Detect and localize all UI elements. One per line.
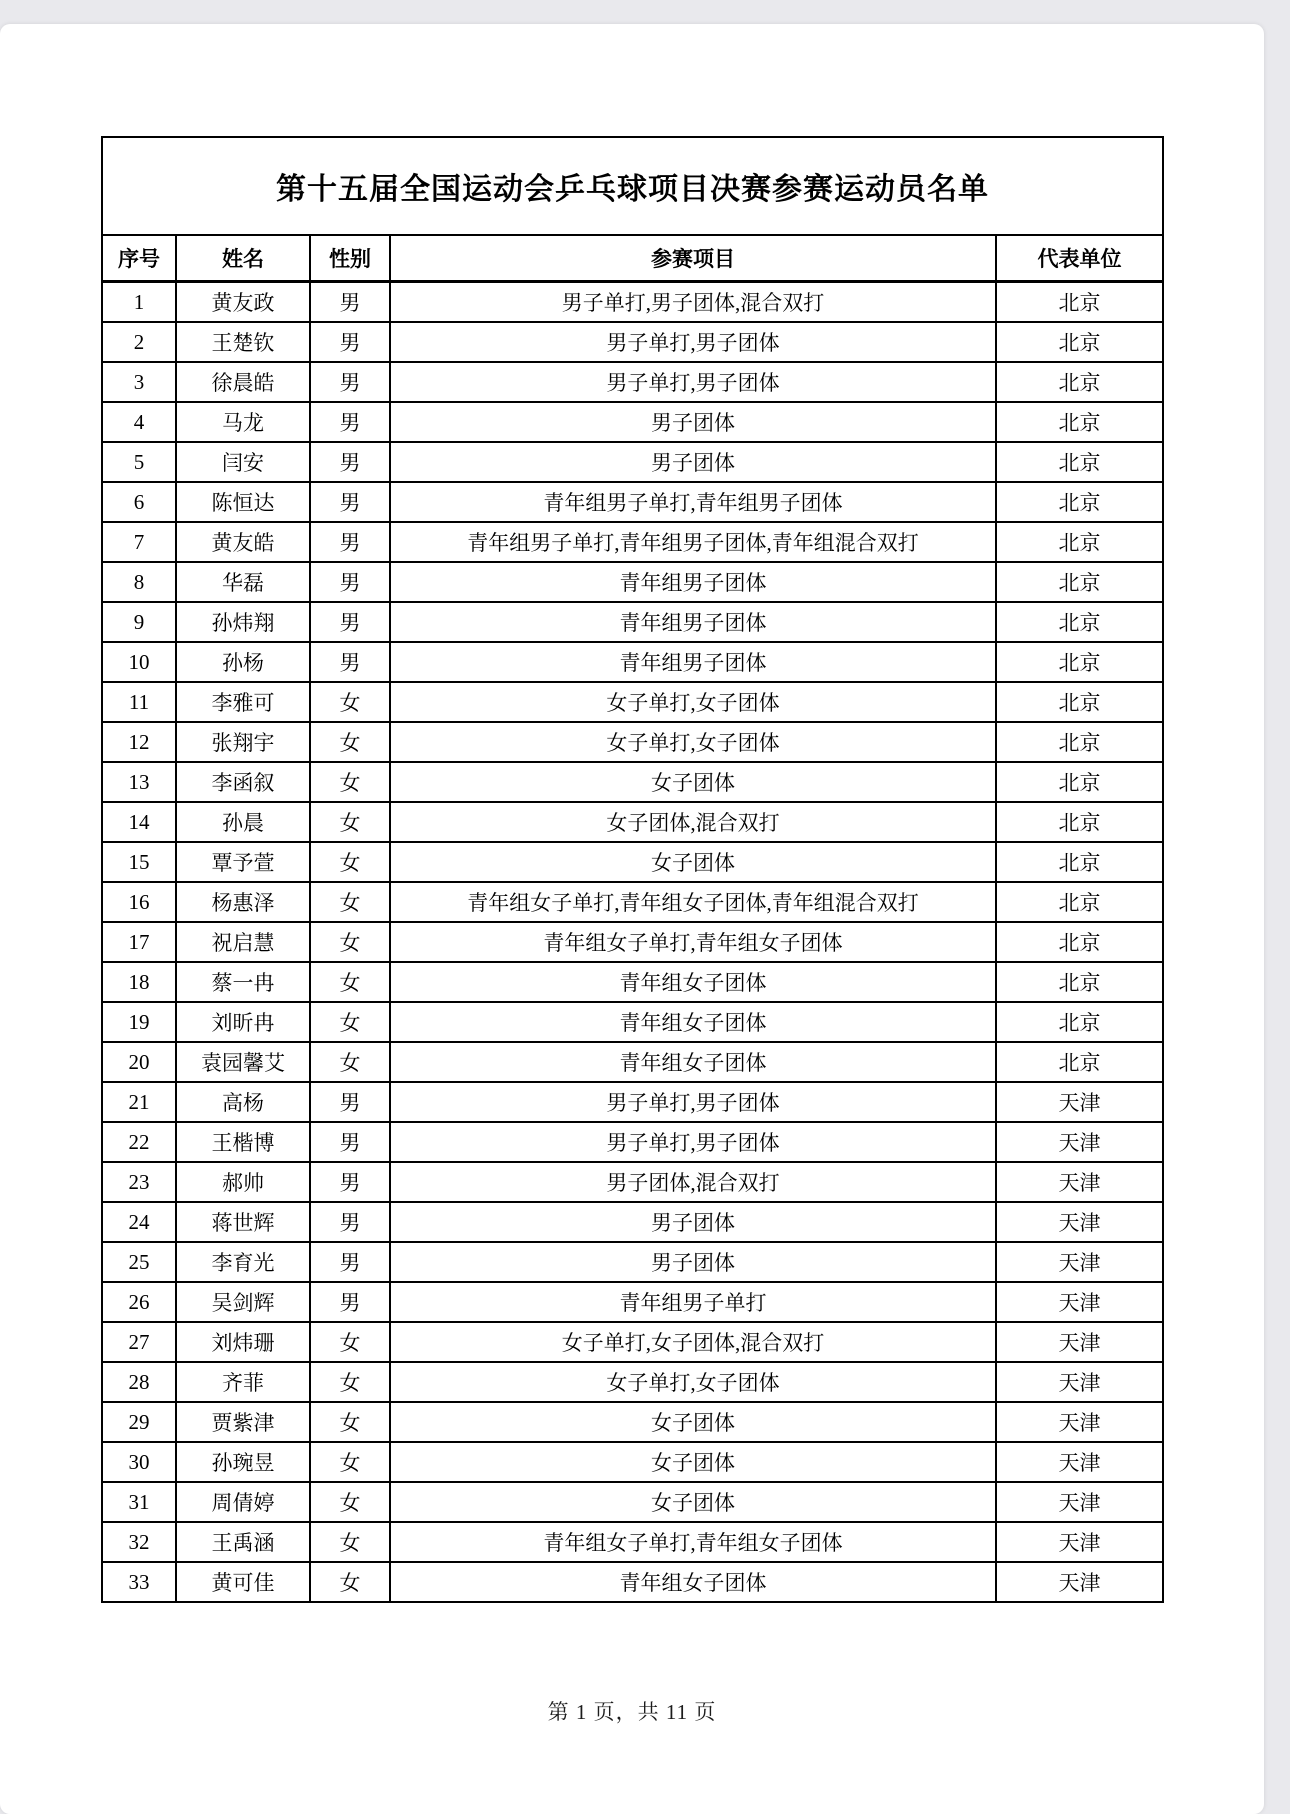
cell-gender: 男 xyxy=(310,482,390,522)
cell-name: 黄可佳 xyxy=(176,1562,310,1602)
cell-gender: 女 xyxy=(310,922,390,962)
cell-name: 闫安 xyxy=(176,442,310,482)
cell-gender: 男 xyxy=(310,442,390,482)
table-row xyxy=(102,1042,1163,1082)
table-row xyxy=(102,842,1163,882)
cell-unit: 北京 xyxy=(996,522,1163,562)
cell-unit: 北京 xyxy=(996,362,1163,402)
cell-name: 郝帅 xyxy=(176,1162,310,1202)
cell-events: 青年组男子单打,青年组男子团体,青年组混合双打 xyxy=(390,522,996,562)
cell-index: 11 xyxy=(102,682,176,722)
cell-unit: 天津 xyxy=(996,1522,1163,1562)
cell-index: 33 xyxy=(102,1562,176,1602)
cell-unit: 北京 xyxy=(996,842,1163,882)
cell-name: 蒋世辉 xyxy=(176,1202,310,1242)
cell-index: 24 xyxy=(102,1202,176,1242)
cell-name: 张翔宇 xyxy=(176,722,310,762)
table-row xyxy=(102,802,1163,842)
cell-events: 男子团体 xyxy=(390,1242,996,1282)
cell-index: 21 xyxy=(102,1082,176,1122)
cell-events: 男子单打,男子团体 xyxy=(390,1122,996,1162)
cell-name: 袁园馨艾 xyxy=(176,1042,310,1082)
table-header-row xyxy=(102,235,1163,282)
cell-events: 女子单打,女子团体 xyxy=(390,722,996,762)
cell-events: 青年组男子团体 xyxy=(390,562,996,602)
column-header-gender: 性别 xyxy=(310,235,390,282)
cell-name: 李育光 xyxy=(176,1242,310,1282)
cell-events: 男子团体 xyxy=(390,442,996,482)
cell-name: 孙晨 xyxy=(176,802,310,842)
cell-name: 刘昕冉 xyxy=(176,1002,310,1042)
table-body xyxy=(102,282,1163,1603)
cell-index: 2 xyxy=(102,322,176,362)
cell-index: 5 xyxy=(102,442,176,482)
cell-name: 贾紫津 xyxy=(176,1402,310,1442)
cell-gender: 女 xyxy=(310,1522,390,1562)
table-row xyxy=(102,282,1163,323)
cell-index: 27 xyxy=(102,1322,176,1362)
cell-index: 32 xyxy=(102,1522,176,1562)
cell-index: 15 xyxy=(102,842,176,882)
cell-name: 陈恒达 xyxy=(176,482,310,522)
cell-gender: 女 xyxy=(310,1362,390,1402)
cell-events: 女子团体,混合双打 xyxy=(390,802,996,842)
cell-unit: 北京 xyxy=(996,922,1163,962)
table-row xyxy=(102,562,1163,602)
table-row xyxy=(102,1482,1163,1522)
cell-gender: 女 xyxy=(310,882,390,922)
cell-name: 齐菲 xyxy=(176,1362,310,1402)
table-row xyxy=(102,1082,1163,1122)
cell-unit: 北京 xyxy=(996,562,1163,602)
table-row xyxy=(102,962,1163,1002)
cell-index: 1 xyxy=(102,282,176,323)
cell-events: 女子团体 xyxy=(390,762,996,802)
cell-gender: 女 xyxy=(310,1002,390,1042)
table-row xyxy=(102,1002,1163,1042)
cell-index: 7 xyxy=(102,522,176,562)
cell-index: 8 xyxy=(102,562,176,602)
cell-name: 李函叙 xyxy=(176,762,310,802)
cell-name: 蔡一冉 xyxy=(176,962,310,1002)
cell-name: 徐晨皓 xyxy=(176,362,310,402)
cell-unit: 北京 xyxy=(996,402,1163,442)
cell-gender: 男 xyxy=(310,642,390,682)
cell-name: 刘炜珊 xyxy=(176,1322,310,1362)
cell-name: 李雅可 xyxy=(176,682,310,722)
cell-index: 10 xyxy=(102,642,176,682)
table-row xyxy=(102,1282,1163,1322)
cell-index: 16 xyxy=(102,882,176,922)
cell-events: 青年组男子单打 xyxy=(390,1282,996,1322)
cell-name: 孙琬昱 xyxy=(176,1442,310,1482)
cell-index: 26 xyxy=(102,1282,176,1322)
cell-unit: 北京 xyxy=(996,642,1163,682)
cell-events: 女子团体 xyxy=(390,1402,996,1442)
cell-events: 女子单打,女子团体,混合双打 xyxy=(390,1322,996,1362)
cell-unit: 北京 xyxy=(996,442,1163,482)
table-row xyxy=(102,362,1163,402)
column-header-unit: 代表单位 xyxy=(996,235,1163,282)
cell-name: 马龙 xyxy=(176,402,310,442)
cell-unit: 北京 xyxy=(996,482,1163,522)
cell-gender: 男 xyxy=(310,1122,390,1162)
cell-gender: 男 xyxy=(310,1282,390,1322)
cell-gender: 女 xyxy=(310,1322,390,1362)
cell-name: 黄友政 xyxy=(176,282,310,323)
cell-unit: 天津 xyxy=(996,1122,1163,1162)
cell-events: 青年组女子团体 xyxy=(390,1002,996,1042)
cell-gender: 男 xyxy=(310,562,390,602)
cell-index: 20 xyxy=(102,1042,176,1082)
cell-unit: 北京 xyxy=(996,762,1163,802)
cell-unit: 天津 xyxy=(996,1322,1163,1362)
cell-unit: 北京 xyxy=(996,322,1163,362)
table-row xyxy=(102,762,1163,802)
cell-gender: 男 xyxy=(310,1202,390,1242)
table-row xyxy=(102,722,1163,762)
cell-events: 青年组女子团体 xyxy=(390,962,996,1002)
athlete-roster-table xyxy=(101,136,1164,1603)
cell-unit: 北京 xyxy=(996,682,1163,722)
cell-gender: 男 xyxy=(310,282,390,323)
cell-index: 12 xyxy=(102,722,176,762)
cell-events: 女子单打,女子团体 xyxy=(390,1362,996,1402)
cell-events: 男子团体 xyxy=(390,1202,996,1242)
table-row xyxy=(102,602,1163,642)
cell-index: 14 xyxy=(102,802,176,842)
cell-events: 女子单打,女子团体 xyxy=(390,682,996,722)
cell-name: 王楷博 xyxy=(176,1122,310,1162)
column-header-name: 姓名 xyxy=(176,235,310,282)
cell-events: 青年组男子单打,青年组男子团体 xyxy=(390,482,996,522)
table-row xyxy=(102,482,1163,522)
cell-name: 吴剑辉 xyxy=(176,1282,310,1322)
cell-name: 孙炜翔 xyxy=(176,602,310,642)
cell-gender: 男 xyxy=(310,322,390,362)
cell-index: 22 xyxy=(102,1122,176,1162)
column-header-index: 序号 xyxy=(102,235,176,282)
cell-name: 黄友皓 xyxy=(176,522,310,562)
cell-index: 3 xyxy=(102,362,176,402)
cell-index: 13 xyxy=(102,762,176,802)
table-row xyxy=(102,1322,1163,1362)
cell-events: 男子单打,男子团体 xyxy=(390,1082,996,1122)
cell-name: 孙杨 xyxy=(176,642,310,682)
cell-gender: 男 xyxy=(310,1082,390,1122)
cell-index: 17 xyxy=(102,922,176,962)
cell-gender: 女 xyxy=(310,842,390,882)
cell-events: 女子团体 xyxy=(390,1442,996,1482)
table-row xyxy=(102,1442,1163,1482)
page-number-footer: 第 1 页，共 11 页 xyxy=(547,1700,717,1724)
cell-index: 19 xyxy=(102,1002,176,1042)
cell-index: 9 xyxy=(102,602,176,642)
table-row xyxy=(102,882,1163,922)
table-row xyxy=(102,1162,1163,1202)
cell-name: 祝启慧 xyxy=(176,922,310,962)
cell-unit: 北京 xyxy=(996,1042,1163,1082)
table-row xyxy=(102,1202,1163,1242)
cell-unit: 北京 xyxy=(996,1002,1163,1042)
cell-index: 28 xyxy=(102,1362,176,1402)
cell-gender: 男 xyxy=(310,1242,390,1282)
cell-unit: 北京 xyxy=(996,882,1163,922)
document-page xyxy=(0,24,1264,1814)
cell-gender: 女 xyxy=(310,962,390,1002)
cell-gender: 男 xyxy=(310,362,390,402)
cell-gender: 男 xyxy=(310,522,390,562)
cell-unit: 天津 xyxy=(996,1242,1163,1282)
cell-events: 青年组女子团体 xyxy=(390,1042,996,1082)
cell-events: 青年组男子团体 xyxy=(390,642,996,682)
cell-unit: 天津 xyxy=(996,1282,1163,1322)
table-row xyxy=(102,322,1163,362)
cell-index: 23 xyxy=(102,1162,176,1202)
table-title-row xyxy=(102,137,1163,235)
cell-unit: 天津 xyxy=(996,1442,1163,1482)
cell-events: 男子团体 xyxy=(390,402,996,442)
cell-events: 女子团体 xyxy=(390,842,996,882)
table-row xyxy=(102,922,1163,962)
table-row xyxy=(102,1402,1163,1442)
cell-name: 杨惠泽 xyxy=(176,882,310,922)
cell-unit: 北京 xyxy=(996,802,1163,842)
cell-unit: 天津 xyxy=(996,1162,1163,1202)
cell-events: 青年组女子团体 xyxy=(390,1562,996,1602)
cell-unit: 天津 xyxy=(996,1562,1163,1602)
cell-gender: 女 xyxy=(310,1402,390,1442)
cell-gender: 男 xyxy=(310,602,390,642)
cell-gender: 女 xyxy=(310,1442,390,1482)
page-title: 第十五届全国运动会乒乓球项目决赛参赛运动员名单 xyxy=(102,137,1163,235)
cell-index: 4 xyxy=(102,402,176,442)
cell-events: 青年组女子单打,青年组女子团体 xyxy=(390,922,996,962)
table-row xyxy=(102,682,1163,722)
column-header-events: 参赛项目 xyxy=(390,235,996,282)
table-row xyxy=(102,642,1163,682)
cell-name: 覃予萱 xyxy=(176,842,310,882)
cell-gender: 女 xyxy=(310,682,390,722)
cell-unit: 北京 xyxy=(996,722,1163,762)
table-row xyxy=(102,522,1163,562)
cell-events: 男子团体,混合双打 xyxy=(390,1162,996,1202)
cell-events: 青年组女子单打,青年组女子团体,青年组混合双打 xyxy=(390,882,996,922)
cell-gender: 女 xyxy=(310,762,390,802)
cell-gender: 女 xyxy=(310,1042,390,1082)
cell-unit: 北京 xyxy=(996,602,1163,642)
cell-unit: 北京 xyxy=(996,962,1163,1002)
cell-gender: 男 xyxy=(310,402,390,442)
cell-events: 男子单打,男子团体,混合双打 xyxy=(390,282,996,323)
cell-unit: 天津 xyxy=(996,1402,1163,1442)
cell-unit: 天津 xyxy=(996,1202,1163,1242)
cell-gender: 女 xyxy=(310,1482,390,1522)
cell-unit: 天津 xyxy=(996,1362,1163,1402)
cell-events: 青年组女子单打,青年组女子团体 xyxy=(390,1522,996,1562)
cell-unit: 天津 xyxy=(996,1482,1163,1522)
table-row xyxy=(102,1242,1163,1282)
table-row xyxy=(102,402,1163,442)
cell-index: 30 xyxy=(102,1442,176,1482)
cell-gender: 女 xyxy=(310,722,390,762)
cell-events: 女子团体 xyxy=(390,1482,996,1522)
table-row xyxy=(102,1122,1163,1162)
table-row xyxy=(102,1522,1163,1562)
cell-index: 18 xyxy=(102,962,176,1002)
cell-gender: 女 xyxy=(310,1562,390,1602)
cell-unit: 北京 xyxy=(996,282,1163,323)
cell-name: 周倩婷 xyxy=(176,1482,310,1522)
cell-events: 男子单打,男子团体 xyxy=(390,362,996,402)
cell-events: 男子单打,男子团体 xyxy=(390,322,996,362)
cell-name: 王禹涵 xyxy=(176,1522,310,1562)
cell-index: 6 xyxy=(102,482,176,522)
table-row xyxy=(102,1362,1163,1402)
cell-name: 华磊 xyxy=(176,562,310,602)
table-row xyxy=(102,1562,1163,1602)
cell-name: 王楚钦 xyxy=(176,322,310,362)
cell-name: 高杨 xyxy=(176,1082,310,1122)
table-row xyxy=(102,442,1163,482)
cell-gender: 女 xyxy=(310,802,390,842)
cell-index: 25 xyxy=(102,1242,176,1282)
cell-unit: 天津 xyxy=(996,1082,1163,1122)
cell-events: 青年组男子团体 xyxy=(390,602,996,642)
cell-index: 29 xyxy=(102,1402,176,1442)
cell-gender: 男 xyxy=(310,1162,390,1202)
cell-index: 31 xyxy=(102,1482,176,1522)
